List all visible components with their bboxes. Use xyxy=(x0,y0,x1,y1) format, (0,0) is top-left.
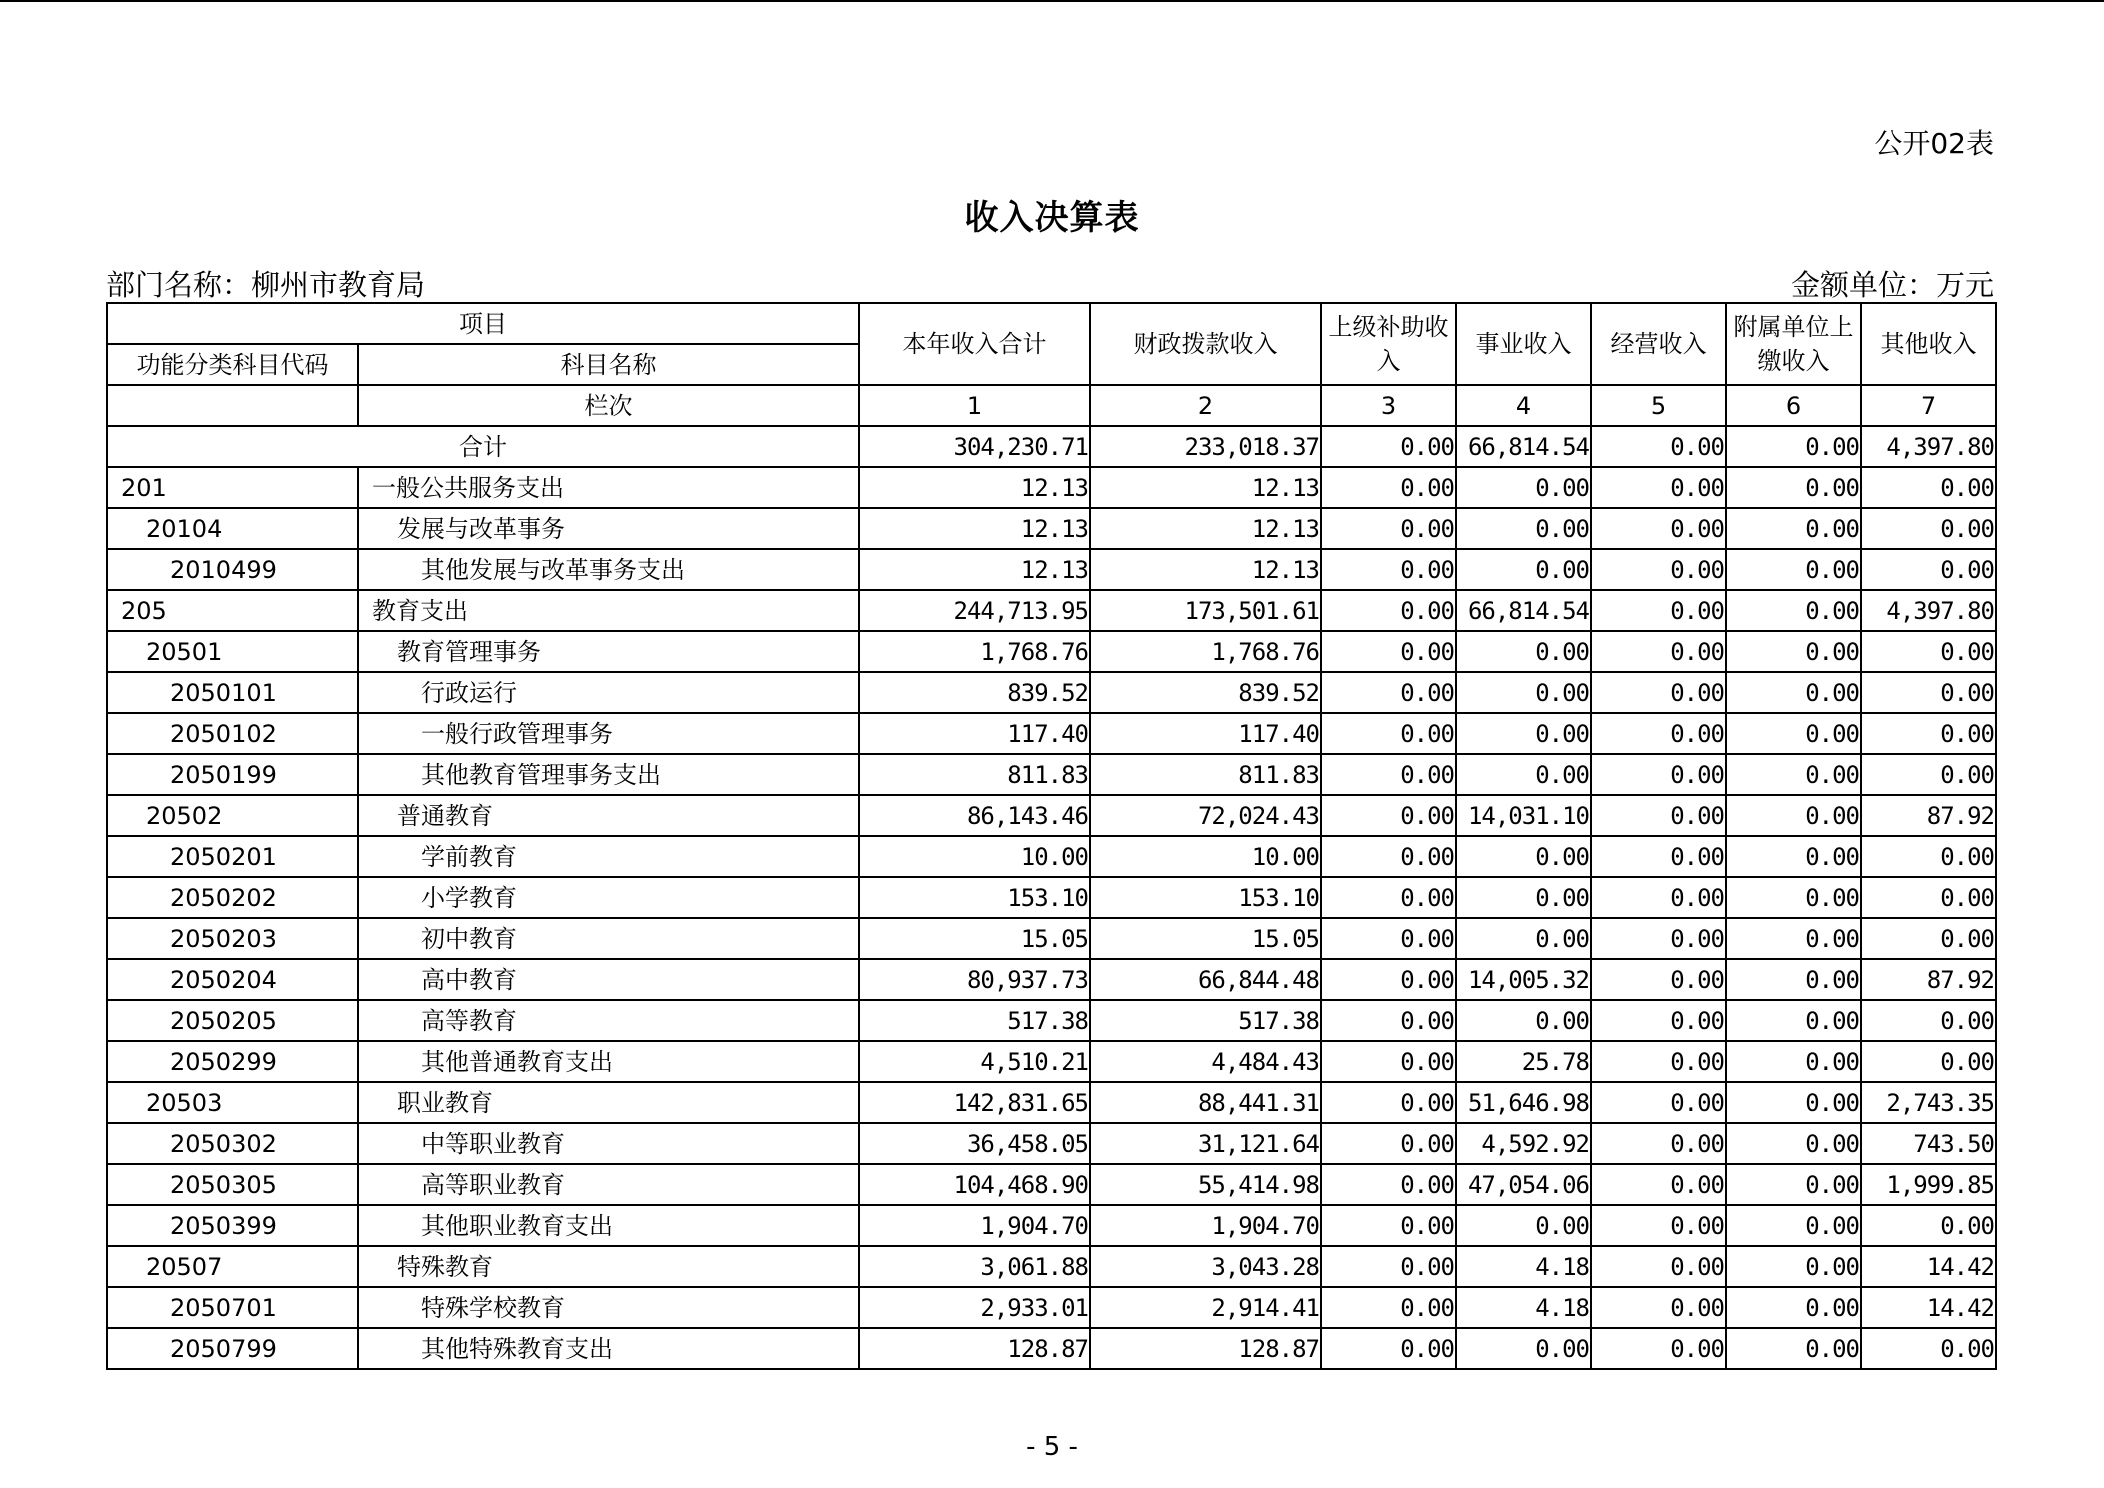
amount-cell: 12.13 xyxy=(1090,467,1321,508)
subject-code: 2050799 xyxy=(107,1328,358,1369)
total-value: 233,018.37 xyxy=(1090,426,1321,467)
amount-cell: 0.00 xyxy=(1456,549,1591,590)
amount-cell: 0.00 xyxy=(1726,590,1861,631)
amount-cell: 66,844.48 xyxy=(1090,959,1321,1000)
amount-cell: 0.00 xyxy=(1321,1328,1456,1369)
amount-cell: 0.00 xyxy=(1726,1041,1861,1082)
amount-cell: 517.38 xyxy=(1090,1000,1321,1041)
amount-cell: 0.00 xyxy=(1726,754,1861,795)
header-name: 科目名称 xyxy=(358,344,859,385)
table-row xyxy=(107,590,1996,631)
table-row xyxy=(107,1123,1996,1164)
amount-cell: 0.00 xyxy=(1591,754,1726,795)
header-business: 事业收入 xyxy=(1456,303,1591,385)
amount-cell: 0.00 xyxy=(1726,672,1861,713)
amount-cell: 0.00 xyxy=(1861,549,1996,590)
amount-cell: 0.00 xyxy=(1726,1246,1861,1287)
amount-cell: 0.00 xyxy=(1591,1041,1726,1082)
amount-cell: 0.00 xyxy=(1591,1000,1726,1041)
seq-cell: 5 xyxy=(1591,385,1726,426)
amount-cell: 1,904.70 xyxy=(1090,1205,1321,1246)
amount-cell: 0.00 xyxy=(1726,836,1861,877)
subject-code: 2050199 xyxy=(107,754,358,795)
amount-cell: 25.78 xyxy=(1456,1041,1591,1082)
amount-cell: 0.00 xyxy=(1726,1000,1861,1041)
amount-cell: 117.40 xyxy=(1090,713,1321,754)
amount-cell: 0.00 xyxy=(1726,508,1861,549)
subject-name: 职业教育 xyxy=(358,1082,859,1123)
subject-code: 201 xyxy=(107,467,358,508)
table-row xyxy=(107,836,1996,877)
form-number: 公开02表 xyxy=(1874,127,1994,160)
subject-code: 20501 xyxy=(107,631,358,672)
total-value: 0.00 xyxy=(1726,426,1861,467)
amount-cell: 0.00 xyxy=(1861,1041,1996,1082)
amount-cell: 0.00 xyxy=(1456,836,1591,877)
amount-cell: 0.00 xyxy=(1456,467,1591,508)
header-other: 其他收入 xyxy=(1861,303,1996,385)
subject-name: 其他特殊教育支出 xyxy=(358,1328,859,1369)
seq-cell: 6 xyxy=(1726,385,1861,426)
seq-label: 栏次 xyxy=(358,385,859,426)
amount-cell: 51,646.98 xyxy=(1456,1082,1591,1123)
amount-cell: 0.00 xyxy=(1456,631,1591,672)
amount-cell: 0.00 xyxy=(1726,1205,1861,1246)
subject-code: 2050204 xyxy=(107,959,358,1000)
amount-cell: 0.00 xyxy=(1591,918,1726,959)
amount-cell: 55,414.98 xyxy=(1090,1164,1321,1205)
amount-cell: 0.00 xyxy=(1321,590,1456,631)
subject-name: 其他普通教育支出 xyxy=(358,1041,859,1082)
header-superior: 上级补助收入 xyxy=(1321,303,1456,385)
amount-cell: 0.00 xyxy=(1726,631,1861,672)
amount-cell: 10.00 xyxy=(1090,836,1321,877)
amount-cell: 0.00 xyxy=(1591,508,1726,549)
amount-cell: 0.00 xyxy=(1321,467,1456,508)
subject-name: 小学教育 xyxy=(358,877,859,918)
amount-cell: 0.00 xyxy=(1321,1287,1456,1328)
total-value: 304,230.71 xyxy=(859,426,1090,467)
total-value: 0.00 xyxy=(1321,426,1456,467)
amount-cell: 0.00 xyxy=(1861,631,1996,672)
subject-name: 高等职业教育 xyxy=(358,1164,859,1205)
amount-cell: 0.00 xyxy=(1321,795,1456,836)
header-total-income: 本年收入合计 xyxy=(859,303,1090,385)
amount-cell: 153.10 xyxy=(859,877,1090,918)
amount-cell: 0.00 xyxy=(1591,795,1726,836)
top-border-line xyxy=(0,0,2104,2)
amount-cell: 66,814.54 xyxy=(1456,590,1591,631)
subject-name: 其他职业教育支出 xyxy=(358,1205,859,1246)
amount-cell: 128.87 xyxy=(1090,1328,1321,1369)
amount-cell: 0.00 xyxy=(1591,959,1726,1000)
amount-cell: 1,768.76 xyxy=(859,631,1090,672)
amount-cell: 0.00 xyxy=(1456,508,1591,549)
subject-code: 2050299 xyxy=(107,1041,358,1082)
amount-cell: 0.00 xyxy=(1456,1000,1591,1041)
table-row xyxy=(107,713,1996,754)
total-value: 0.00 xyxy=(1591,426,1726,467)
amount-cell: 0.00 xyxy=(1321,672,1456,713)
amount-cell: 0.00 xyxy=(1591,467,1726,508)
subject-code: 20507 xyxy=(107,1246,358,1287)
table-row xyxy=(107,795,1996,836)
table-row xyxy=(107,631,1996,672)
table-row xyxy=(107,877,1996,918)
amount-cell: 31,121.64 xyxy=(1090,1123,1321,1164)
amount-cell: 14.42 xyxy=(1861,1246,1996,1287)
amount-cell: 15.05 xyxy=(1090,918,1321,959)
table-row xyxy=(107,918,1996,959)
amount-cell: 12.13 xyxy=(859,467,1090,508)
amount-cell: 0.00 xyxy=(1591,631,1726,672)
subject-code: 2050202 xyxy=(107,877,358,918)
amount-cell: 117.40 xyxy=(859,713,1090,754)
subject-name: 教育支出 xyxy=(358,590,859,631)
amount-cell: 12.13 xyxy=(1090,549,1321,590)
amount-cell: 0.00 xyxy=(1861,672,1996,713)
amount-cell: 87.92 xyxy=(1861,959,1996,1000)
subject-code: 2050201 xyxy=(107,836,358,877)
subject-code: 2050102 xyxy=(107,713,358,754)
seq-cell: 3 xyxy=(1321,385,1456,426)
table-row xyxy=(107,754,1996,795)
amount-cell: 3,043.28 xyxy=(1090,1246,1321,1287)
amount-cell: 0.00 xyxy=(1726,918,1861,959)
amount-cell: 1,904.70 xyxy=(859,1205,1090,1246)
amount-cell: 4,510.21 xyxy=(859,1041,1090,1082)
amount-cell: 0.00 xyxy=(1726,1164,1861,1205)
amount-cell: 0.00 xyxy=(1861,754,1996,795)
amount-cell: 0.00 xyxy=(1861,1205,1996,1246)
subject-name: 初中教育 xyxy=(358,918,859,959)
amount-cell: 0.00 xyxy=(1321,836,1456,877)
header-row-1 xyxy=(107,303,1996,344)
amount-cell: 0.00 xyxy=(1321,959,1456,1000)
amount-cell: 0.00 xyxy=(1861,1328,1996,1369)
amount-cell: 0.00 xyxy=(1591,1328,1726,1369)
subject-name: 一般公共服务支出 xyxy=(358,467,859,508)
amount-cell: 811.83 xyxy=(859,754,1090,795)
subject-name: 一般行政管理事务 xyxy=(358,713,859,754)
header-code: 功能分类科目代码 xyxy=(107,344,358,385)
amount-cell: 0.00 xyxy=(1591,1205,1726,1246)
amount-cell: 47,054.06 xyxy=(1456,1164,1591,1205)
subject-name: 普通教育 xyxy=(358,795,859,836)
document-title: 收入决算表 xyxy=(964,198,1140,238)
amount-cell: 0.00 xyxy=(1321,1205,1456,1246)
amount-cell: 2,743.35 xyxy=(1861,1082,1996,1123)
subject-name: 特殊学校教育 xyxy=(358,1287,859,1328)
subject-name: 学前教育 xyxy=(358,836,859,877)
amount-cell: 4,397.80 xyxy=(1861,590,1996,631)
amount-cell: 0.00 xyxy=(1591,590,1726,631)
table-row xyxy=(107,1246,1996,1287)
subject-code: 2050302 xyxy=(107,1123,358,1164)
amount-cell: 4.18 xyxy=(1456,1246,1591,1287)
amount-cell: 153.10 xyxy=(1090,877,1321,918)
amount-cell: 839.52 xyxy=(1090,672,1321,713)
amount-cell: 0.00 xyxy=(1726,1123,1861,1164)
amount-cell: 0.00 xyxy=(1321,1041,1456,1082)
amount-cell: 0.00 xyxy=(1456,918,1591,959)
amount-cell: 14,005.32 xyxy=(1456,959,1591,1000)
amount-cell: 104,468.90 xyxy=(859,1164,1090,1205)
amount-cell: 4,592.92 xyxy=(1456,1123,1591,1164)
amount-cell: 36,458.05 xyxy=(859,1123,1090,1164)
seq-cell: 1 xyxy=(859,385,1090,426)
header-item: 项目 xyxy=(107,303,859,344)
subject-name: 中等职业教育 xyxy=(358,1123,859,1164)
amount-cell: 0.00 xyxy=(1591,836,1726,877)
amount-cell: 0.00 xyxy=(1591,1246,1726,1287)
amount-cell: 0.00 xyxy=(1861,713,1996,754)
amount-cell: 10.00 xyxy=(859,836,1090,877)
subject-code: 2050701 xyxy=(107,1287,358,1328)
header-fiscal: 财政拨款收入 xyxy=(1090,303,1321,385)
amount-cell: 12.13 xyxy=(859,549,1090,590)
total-value: 66,814.54 xyxy=(1456,426,1591,467)
table-row xyxy=(107,549,1996,590)
income-table xyxy=(106,302,1997,1370)
amount-cell: 12.13 xyxy=(859,508,1090,549)
amount-cell: 0.00 xyxy=(1861,836,1996,877)
table-row xyxy=(107,1041,1996,1082)
amount-cell: 3,061.88 xyxy=(859,1246,1090,1287)
subject-code: 2050101 xyxy=(107,672,358,713)
header-operating: 经营收入 xyxy=(1591,303,1726,385)
amount-cell: 0.00 xyxy=(1726,1328,1861,1369)
subject-name: 其他发展与改革事务支出 xyxy=(358,549,859,590)
subject-code: 2050305 xyxy=(107,1164,358,1205)
amount-cell: 0.00 xyxy=(1726,713,1861,754)
amount-cell: 0.00 xyxy=(1456,877,1591,918)
amount-cell: 0.00 xyxy=(1321,1123,1456,1164)
amount-cell: 0.00 xyxy=(1861,467,1996,508)
amount-cell: 811.83 xyxy=(1090,754,1321,795)
amount-cell: 0.00 xyxy=(1591,1287,1726,1328)
amount-cell: 0.00 xyxy=(1321,508,1456,549)
amount-cell: 0.00 xyxy=(1321,1164,1456,1205)
table-row xyxy=(107,1000,1996,1041)
amount-cell: 0.00 xyxy=(1321,877,1456,918)
amount-cell: 0.00 xyxy=(1726,1287,1861,1328)
amount-cell: 2,914.41 xyxy=(1090,1287,1321,1328)
amount-cell: 0.00 xyxy=(1321,631,1456,672)
subject-code: 20503 xyxy=(107,1082,358,1123)
amount-cell: 0.00 xyxy=(1591,1164,1726,1205)
amount-cell: 0.00 xyxy=(1861,918,1996,959)
amount-cell: 0.00 xyxy=(1456,672,1591,713)
amount-cell: 0.00 xyxy=(1591,1123,1726,1164)
amount-cell: 0.00 xyxy=(1321,1082,1456,1123)
amount-cell: 88,441.31 xyxy=(1090,1082,1321,1123)
amount-cell: 743.50 xyxy=(1861,1123,1996,1164)
table-row xyxy=(107,672,1996,713)
amount-cell: 12.13 xyxy=(1090,508,1321,549)
amount-unit: 金额单位：万元 xyxy=(1790,268,1994,302)
amount-cell: 4,484.43 xyxy=(1090,1041,1321,1082)
amount-cell: 87.92 xyxy=(1861,795,1996,836)
table-row xyxy=(107,1328,1996,1369)
amount-cell: 244,713.95 xyxy=(859,590,1090,631)
amount-cell: 0.00 xyxy=(1456,754,1591,795)
amount-cell: 0.00 xyxy=(1861,877,1996,918)
subject-code: 20104 xyxy=(107,508,358,549)
amount-cell: 142,831.65 xyxy=(859,1082,1090,1123)
total-value: 4,397.80 xyxy=(1861,426,1996,467)
total-row xyxy=(107,426,1996,467)
amount-cell: 86,143.46 xyxy=(859,795,1090,836)
subject-code: 20502 xyxy=(107,795,358,836)
amount-cell: 0.00 xyxy=(1726,467,1861,508)
amount-cell: 0.00 xyxy=(1321,754,1456,795)
subject-name: 行政运行 xyxy=(358,672,859,713)
amount-cell: 80,937.73 xyxy=(859,959,1090,1000)
seq-cell: 4 xyxy=(1456,385,1591,426)
subject-code: 205 xyxy=(107,590,358,631)
amount-cell: 0.00 xyxy=(1321,1246,1456,1287)
table-row xyxy=(107,1082,1996,1123)
amount-cell: 15.05 xyxy=(859,918,1090,959)
amount-cell: 0.00 xyxy=(1861,508,1996,549)
amount-cell: 4.18 xyxy=(1456,1287,1591,1328)
table-row xyxy=(107,959,1996,1000)
amount-cell: 0.00 xyxy=(1456,1205,1591,1246)
amount-cell: 0.00 xyxy=(1591,672,1726,713)
subject-name: 发展与改革事务 xyxy=(358,508,859,549)
amount-cell: 0.00 xyxy=(1591,877,1726,918)
amount-cell: 0.00 xyxy=(1456,713,1591,754)
total-label: 合计 xyxy=(107,426,859,467)
header-affiliated: 附属单位上缴收入 xyxy=(1726,303,1861,385)
table-row xyxy=(107,1164,1996,1205)
amount-cell: 0.00 xyxy=(1591,1082,1726,1123)
table-row xyxy=(107,467,1996,508)
amount-cell: 517.38 xyxy=(859,1000,1090,1041)
amount-cell: 0.00 xyxy=(1861,1000,1996,1041)
amount-cell: 0.00 xyxy=(1726,1082,1861,1123)
subject-code: 2050203 xyxy=(107,918,358,959)
amount-cell: 14,031.10 xyxy=(1456,795,1591,836)
page-number: - 5 - xyxy=(1026,1432,1078,1462)
amount-cell: 0.00 xyxy=(1726,959,1861,1000)
amount-cell: 0.00 xyxy=(1726,877,1861,918)
amount-cell: 0.00 xyxy=(1726,795,1861,836)
subject-name: 其他教育管理事务支出 xyxy=(358,754,859,795)
amount-cell: 2,933.01 xyxy=(859,1287,1090,1328)
subject-code: 2050205 xyxy=(107,1000,358,1041)
subject-name: 教育管理事务 xyxy=(358,631,859,672)
amount-cell: 839.52 xyxy=(859,672,1090,713)
subject-name: 高等教育 xyxy=(358,1000,859,1041)
amount-cell: 0.00 xyxy=(1591,713,1726,754)
subject-name: 高中教育 xyxy=(358,959,859,1000)
amount-cell: 0.00 xyxy=(1321,1000,1456,1041)
amount-cell: 173,501.61 xyxy=(1090,590,1321,631)
seq-cell: 2 xyxy=(1090,385,1321,426)
amount-cell: 0.00 xyxy=(1321,713,1456,754)
table-row xyxy=(107,1287,1996,1328)
amount-cell: 0.00 xyxy=(1321,918,1456,959)
amount-cell: 14.42 xyxy=(1861,1287,1996,1328)
amount-cell: 0.00 xyxy=(1456,1328,1591,1369)
table-row xyxy=(107,1205,1996,1246)
amount-cell: 0.00 xyxy=(1726,549,1861,590)
amount-cell: 0.00 xyxy=(1591,549,1726,590)
amount-cell: 1,999.85 xyxy=(1861,1164,1996,1205)
amount-cell: 128.87 xyxy=(859,1328,1090,1369)
department-name: 部门名称：柳州市教育局 xyxy=(106,268,426,302)
seq-blank-cell xyxy=(107,385,358,426)
amount-cell: 1,768.76 xyxy=(1090,631,1321,672)
seq-row xyxy=(107,385,1996,426)
amount-cell: 0.00 xyxy=(1321,549,1456,590)
table-row xyxy=(107,508,1996,549)
subject-code: 2010499 xyxy=(107,549,358,590)
subject-name: 特殊教育 xyxy=(358,1246,859,1287)
amount-cell: 72,024.43 xyxy=(1090,795,1321,836)
subject-code: 2050399 xyxy=(107,1205,358,1246)
seq-cell: 7 xyxy=(1861,385,1996,426)
